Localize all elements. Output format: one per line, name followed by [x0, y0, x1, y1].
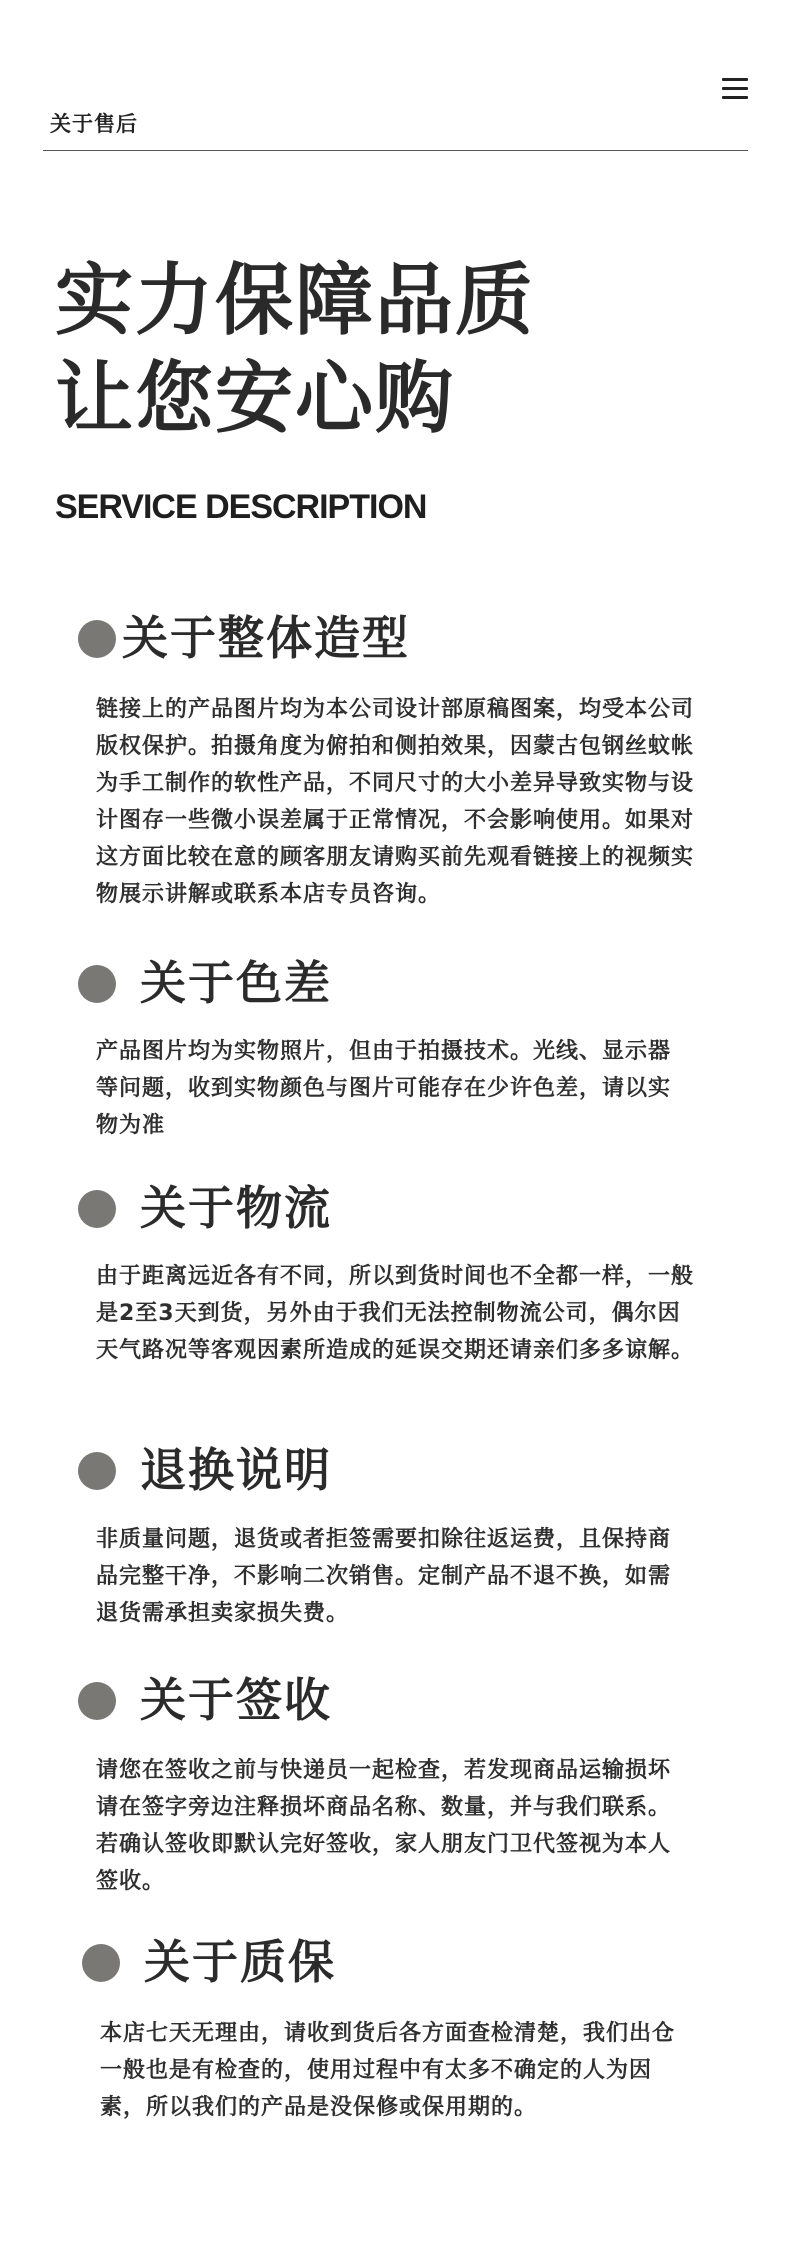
section-body: 本店七天无理由，请收到货后各方面查检清楚，我们出仓一般也是有检查的，使用过程中有太多不确定的人为因素，所以我们的产品是没保修或保用期的。: [100, 2021, 676, 2120]
page-header: [43, 70, 748, 150]
section-body: 非质量问题，退货或者拒签需要扣除往返运费，且保持商品完整干净，不影响二次销售。定制产品不退不换，如需退货需承担卖家损失费。: [96, 1527, 672, 1626]
bullet-dot-icon: [78, 1682, 116, 1720]
section-head: [82, 1932, 742, 1992]
bullet-dot-icon: [78, 1190, 116, 1228]
section-receipt-signing: [78, 1670, 738, 1894]
section-overall-shape: [78, 608, 738, 907]
section-return-exchange: [78, 1440, 738, 1626]
section-body: 产品图片均为实物照片，但由于拍摄技术。光线、显示器等问题，收到实物颜色与图片可能存在少许色差，请以实物为准: [96, 1039, 672, 1138]
bullet-dot-icon: [78, 1452, 116, 1490]
header-divider: [43, 150, 748, 151]
section-head: [78, 1440, 738, 1500]
section-warranty: [82, 1932, 742, 2120]
section-color-difference: [78, 953, 738, 1138]
section-head: [78, 953, 738, 1013]
section-body: 请您在签收之前与快递员一起检查，若发现商品运输损坏请在签字旁边注释损坏商品名称、数量，并与我们联系。若确认签收即默认完好签收，家人朋友门卫代签视为本人签收。: [96, 1758, 672, 1894]
section-head: [78, 1178, 738, 1238]
hamburger-menu-icon[interactable]: [722, 78, 748, 100]
section-head: [78, 1670, 738, 1730]
section-title: 关于色差: [140, 956, 332, 1010]
section-title: 退换说明: [140, 1443, 332, 1497]
section-title: 关于质保: [144, 1935, 336, 1989]
hero-line-2: 让您安心购: [55, 354, 456, 444]
menu-bar-bottom: [722, 96, 748, 99]
section-title: 关于签收: [140, 1673, 332, 1727]
section-title: 关于整体造型: [122, 611, 410, 665]
menu-bar-middle: [722, 87, 748, 90]
menu-bar-top: [722, 78, 748, 81]
bullet-dot-icon: [78, 965, 116, 1003]
section-logistics: [78, 1178, 738, 1363]
section-head: [78, 608, 738, 668]
bullet-dot-icon: [78, 620, 116, 658]
hero-line-1: 实力保障品质: [55, 256, 536, 346]
section-body: 由于距离远近各有不同，所以到货时间也不全都一样，一般是2至3天到货，另外由于我们无法控制物流公司，偶尔因天气路况等客观因素所造成的延误交期还请亲们多多谅解。: [96, 1264, 695, 1363]
section-title: 关于物流: [140, 1181, 332, 1235]
hero-heading: [55, 252, 535, 448]
bullet-dot-icon: [82, 1944, 120, 1982]
section-body: 链接上的产品图片均为本公司设计部原稿图案，均受本公司版权保护。拍摄角度为俯拍和侧拍效果，因蒙古包钢丝蚊帐为手工制作的软性产品，不同尺寸的大小差异导致实物与设计图存一些微小误差属于正常情况，不会影响使用。如果对这方面比较在意的顾客朋友请购买前先观看链接上的视频实物展示讲解或联系本店专员咨询。: [96, 697, 695, 907]
service-description-subtitle: SERVICE DESCRIPTION: [55, 488, 427, 526]
page-title: 关于售后: [50, 112, 138, 136]
